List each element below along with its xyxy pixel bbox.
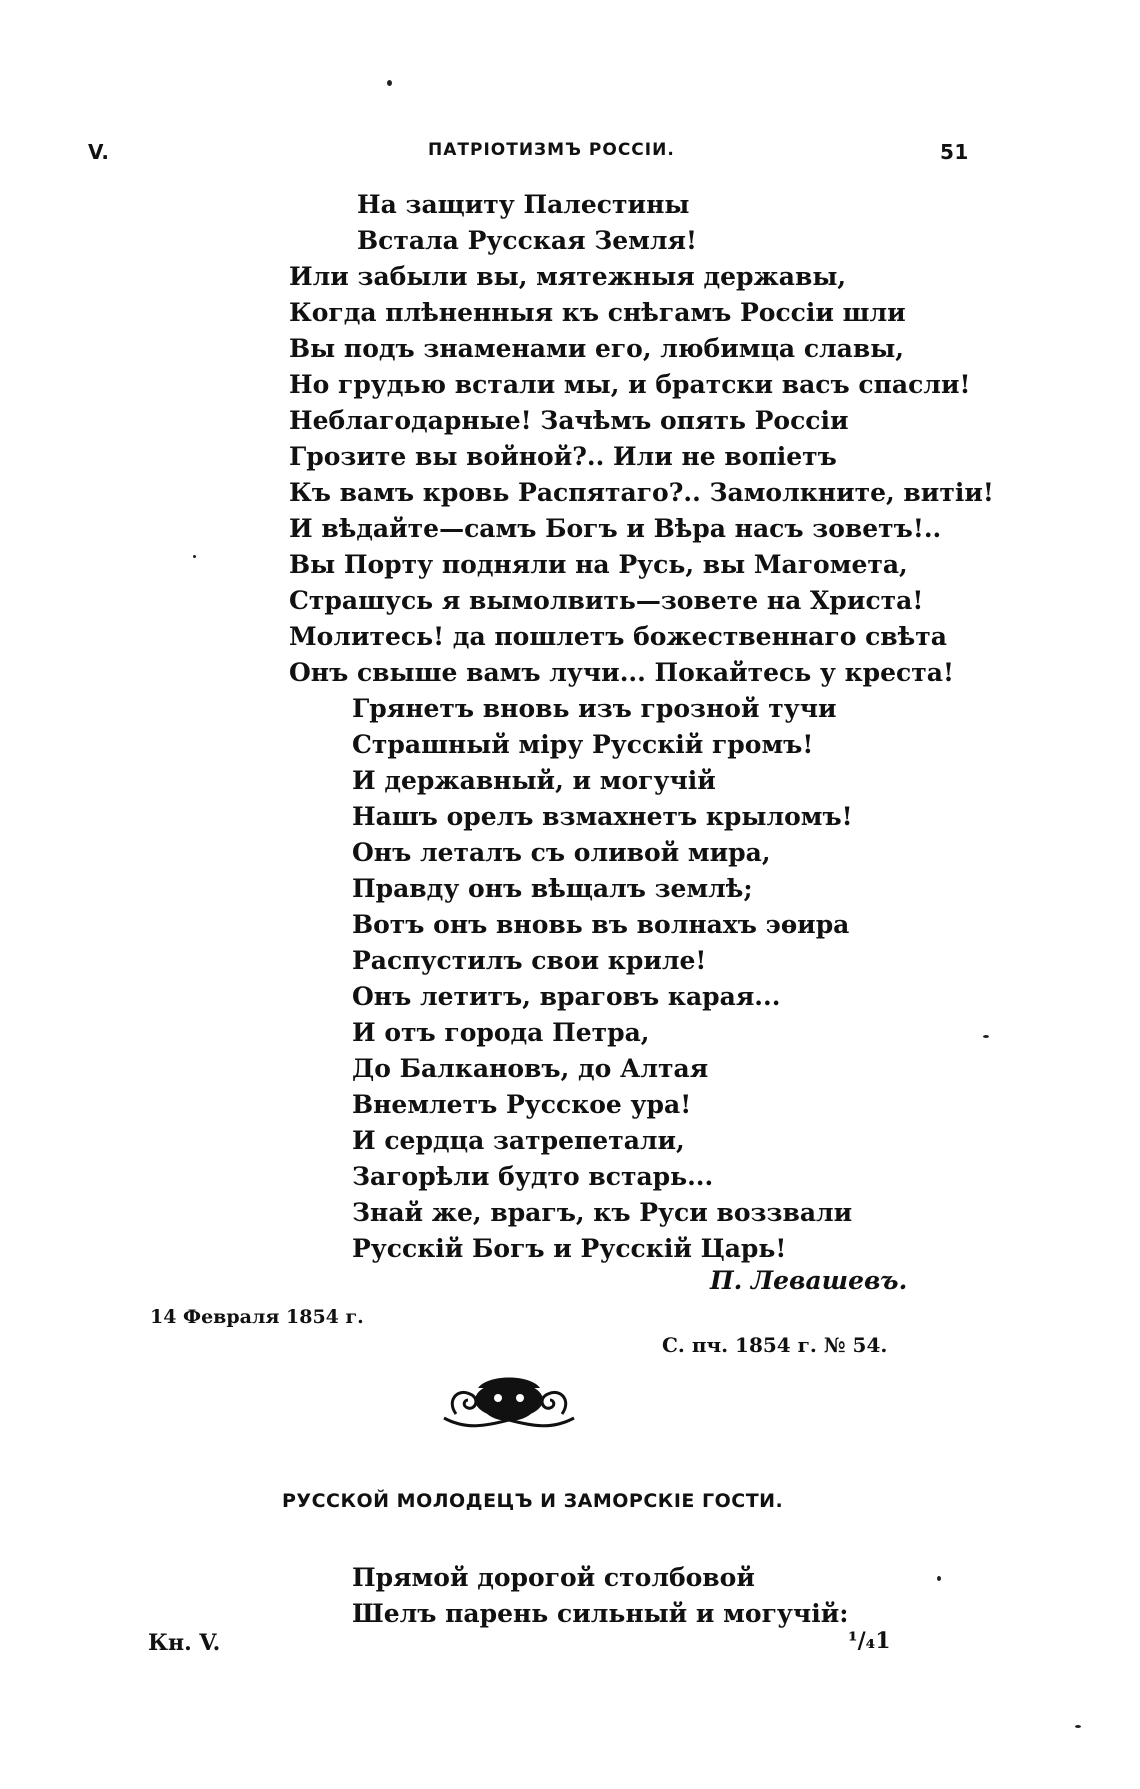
poem-line: И вѣдайте—самъ Богъ и Вѣра насъ зоветъ!.. xyxy=(289,514,942,543)
source-reference: С. пч. 1854 г. № 54. xyxy=(662,1333,888,1357)
poem-line: Онъ леталъ съ оливой мира, xyxy=(352,838,771,867)
author-signature: П. Левашевъ. xyxy=(710,1266,908,1295)
poem-line: И державный, и могучiй xyxy=(352,766,716,795)
poem-line: Страшный мiру Русскiй громъ! xyxy=(352,730,814,759)
poem-line: На защиту Палестины xyxy=(357,190,690,219)
poem-line: Молитесь! да пошлетъ божественнаго свѣта xyxy=(289,622,947,651)
poem-line: И отъ города Петра, xyxy=(352,1018,650,1047)
ornament-vignette xyxy=(436,1370,582,1442)
ink-speck xyxy=(193,555,196,558)
poem-line: Вы подъ знаменами его, любимца славы, xyxy=(289,334,905,363)
poem-title: РУССКОЙ МОЛОДЕЦЪ И ЗАМОРСКIЕ ГОСТИ. xyxy=(282,1490,784,1512)
poem-date: 14 Февраля 1854 г. xyxy=(150,1306,364,1328)
poem-line: Вотъ онъ вновь въ волнахъ эѳира xyxy=(352,910,850,939)
ink-speck xyxy=(387,80,392,86)
poem-line: Внемлетъ Русское ура! xyxy=(352,1090,692,1119)
poem-line: Загорѣли будто встарь... xyxy=(352,1162,714,1191)
poem-line: Прямой дорогой столбовой xyxy=(352,1563,755,1592)
poem-line: Онъ свыше вамъ лучи... Покайтесь у креста! xyxy=(289,658,954,687)
poem-line: Правду онъ вѣщалъ землѣ; xyxy=(352,874,753,903)
poem-line: Распустилъ свои криле! xyxy=(352,946,707,975)
running-head: ПАТРIОТИЗМЪ РОССIИ. xyxy=(428,140,675,160)
ink-speck xyxy=(937,1576,941,1581)
ink-speck xyxy=(1075,1725,1081,1728)
poem-line: Вы Порту подняли на Русь, вы Магомета, xyxy=(289,550,908,579)
ink-speck xyxy=(983,1035,989,1038)
sheet-mark: ¹/₄1 xyxy=(848,1628,891,1654)
poem-line: Грянетъ вновь изъ грозной тучи xyxy=(352,694,837,723)
poem-line: Шелъ парень сильный и могучiй: xyxy=(352,1599,849,1628)
poem-line: Или забыли вы, мятежныя державы, xyxy=(289,262,847,291)
poem-line: Знай же, врагъ, къ Руси воззвали xyxy=(352,1198,853,1227)
page-number: 51 xyxy=(940,140,969,164)
poem-line: Встала Русская Земля! xyxy=(357,226,697,255)
poem-line: Грозите вы войной?.. Или не вопiетъ xyxy=(289,442,837,471)
poem-line: До Балкановъ, до Алтая xyxy=(352,1054,709,1083)
poem-line: Къ вамъ кровь Распятаго?.. Замолкните, витiи! xyxy=(289,478,994,507)
poem-line: Русскiй Богъ и Русскiй Царь! xyxy=(352,1234,787,1263)
poem-line: Когда плѣненныя къ снѣгамъ Россiи шли xyxy=(289,298,906,327)
poem-line: И сердца затрепетали, xyxy=(352,1126,685,1155)
signature-mark: Кн. V. xyxy=(148,1630,221,1656)
section-number: V. xyxy=(88,140,110,164)
poem-line: Нашъ орелъ взмахнетъ крыломъ! xyxy=(352,802,853,831)
poem-line: Страшусь я вымолвить—зовете на Христа! xyxy=(289,586,924,615)
poem-line: Онъ летитъ, враговъ карая... xyxy=(352,982,781,1011)
poem-line: Неблагодарные! Зачѣмъ опять Россiи xyxy=(289,406,849,435)
poem-line: Но грудью встали мы, и братски васъ спасли! xyxy=(289,370,971,399)
